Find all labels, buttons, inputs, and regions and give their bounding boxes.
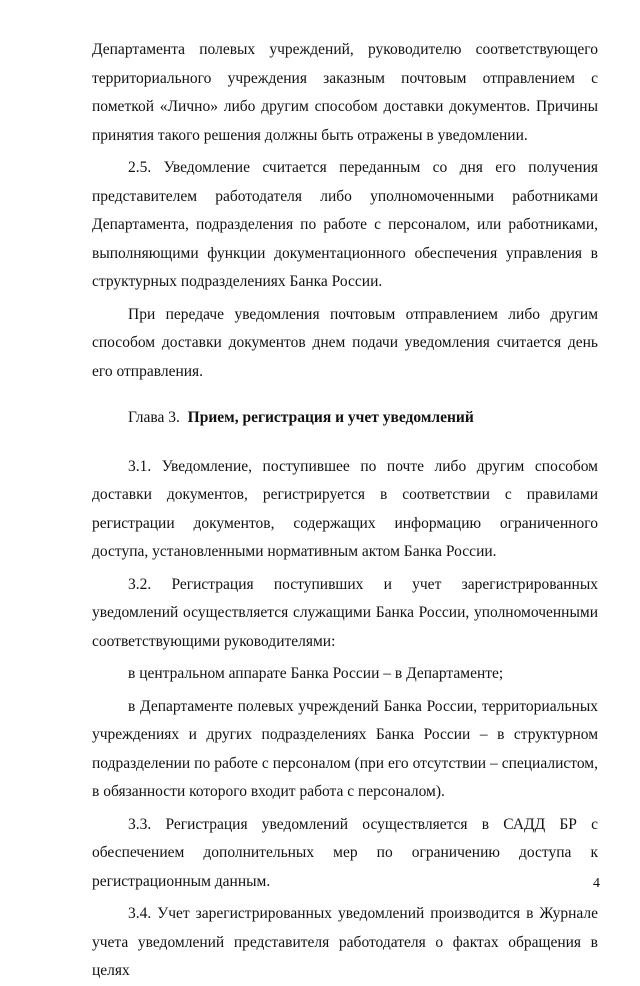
paragraph-continuation: Департамента полевых учреждений, руководителю соответствующего территориального учреждения заказным почтовым отправлением с пометкой «Лично» либо другим способом доставки документов. Причины принятия такого решения должны быть отражены в уведомлении. <box>92 41 598 144</box>
chapter-heading <box>92 404 598 433</box>
paragraph-3-1: 3.1. Уведомление, поступившее по почте либо другим способом доставки документов, регистрируется в соответствии с правилами регистрации документов, содержащих информацию ограниченного доступа, установленными нормативным актом Банка России. <box>92 457 598 560</box>
paragraph-central-office: в центральном аппарате Банка России – в Департаменте; <box>128 665 504 682</box>
chapter-title: Прием, регистрация и учет уведомлений <box>187 409 474 426</box>
paragraph-3-3: 3.3. Регистрация уведомлений осуществляется в САДД БР с обеспечением дополнительных мер по ограничению доступа к регистрационным данным. <box>92 815 598 890</box>
paragraph-2-5: 2.5. Уведомление считается переданным со дня его получения представителем работодателя либо уполномоченными работниками Департамента, подразделения по работе с персоналом, или работниками, выполняющими функции документационного обеспечения управления в структурных подразделениях Банка России. <box>92 159 598 290</box>
paragraph-postal-delivery: При передаче уведомления почтовым отправлением либо другим способом доставки документов днем подачи уведомления считается день его отправления. <box>92 305 598 380</box>
page-number: 4 <box>593 876 600 891</box>
chapter-number: Глава 3. <box>128 409 180 426</box>
paragraph-3-4: 3.4. Учет зарегистрированных уведомлений производится в Журнале учета уведомлений представителя работодателя о фактах обращения в целях <box>92 905 598 979</box>
document-body <box>92 36 598 986</box>
paragraph-field-institutions: в Департаменте полевых учреждений Банка России, территориальных учреждениях и других подразделениях Банка России – в структурном подразделении по работе с персоналом (при его отсутствии – специалистом, в обязанности которого входит работа с персоналом). <box>92 697 598 800</box>
paragraph-3-2: 3.2. Регистрация поступивших и учет зарегистрированных уведомлений осуществляется служащими Банка России, уполномоченными соответствующими руководителями: <box>92 575 598 650</box>
